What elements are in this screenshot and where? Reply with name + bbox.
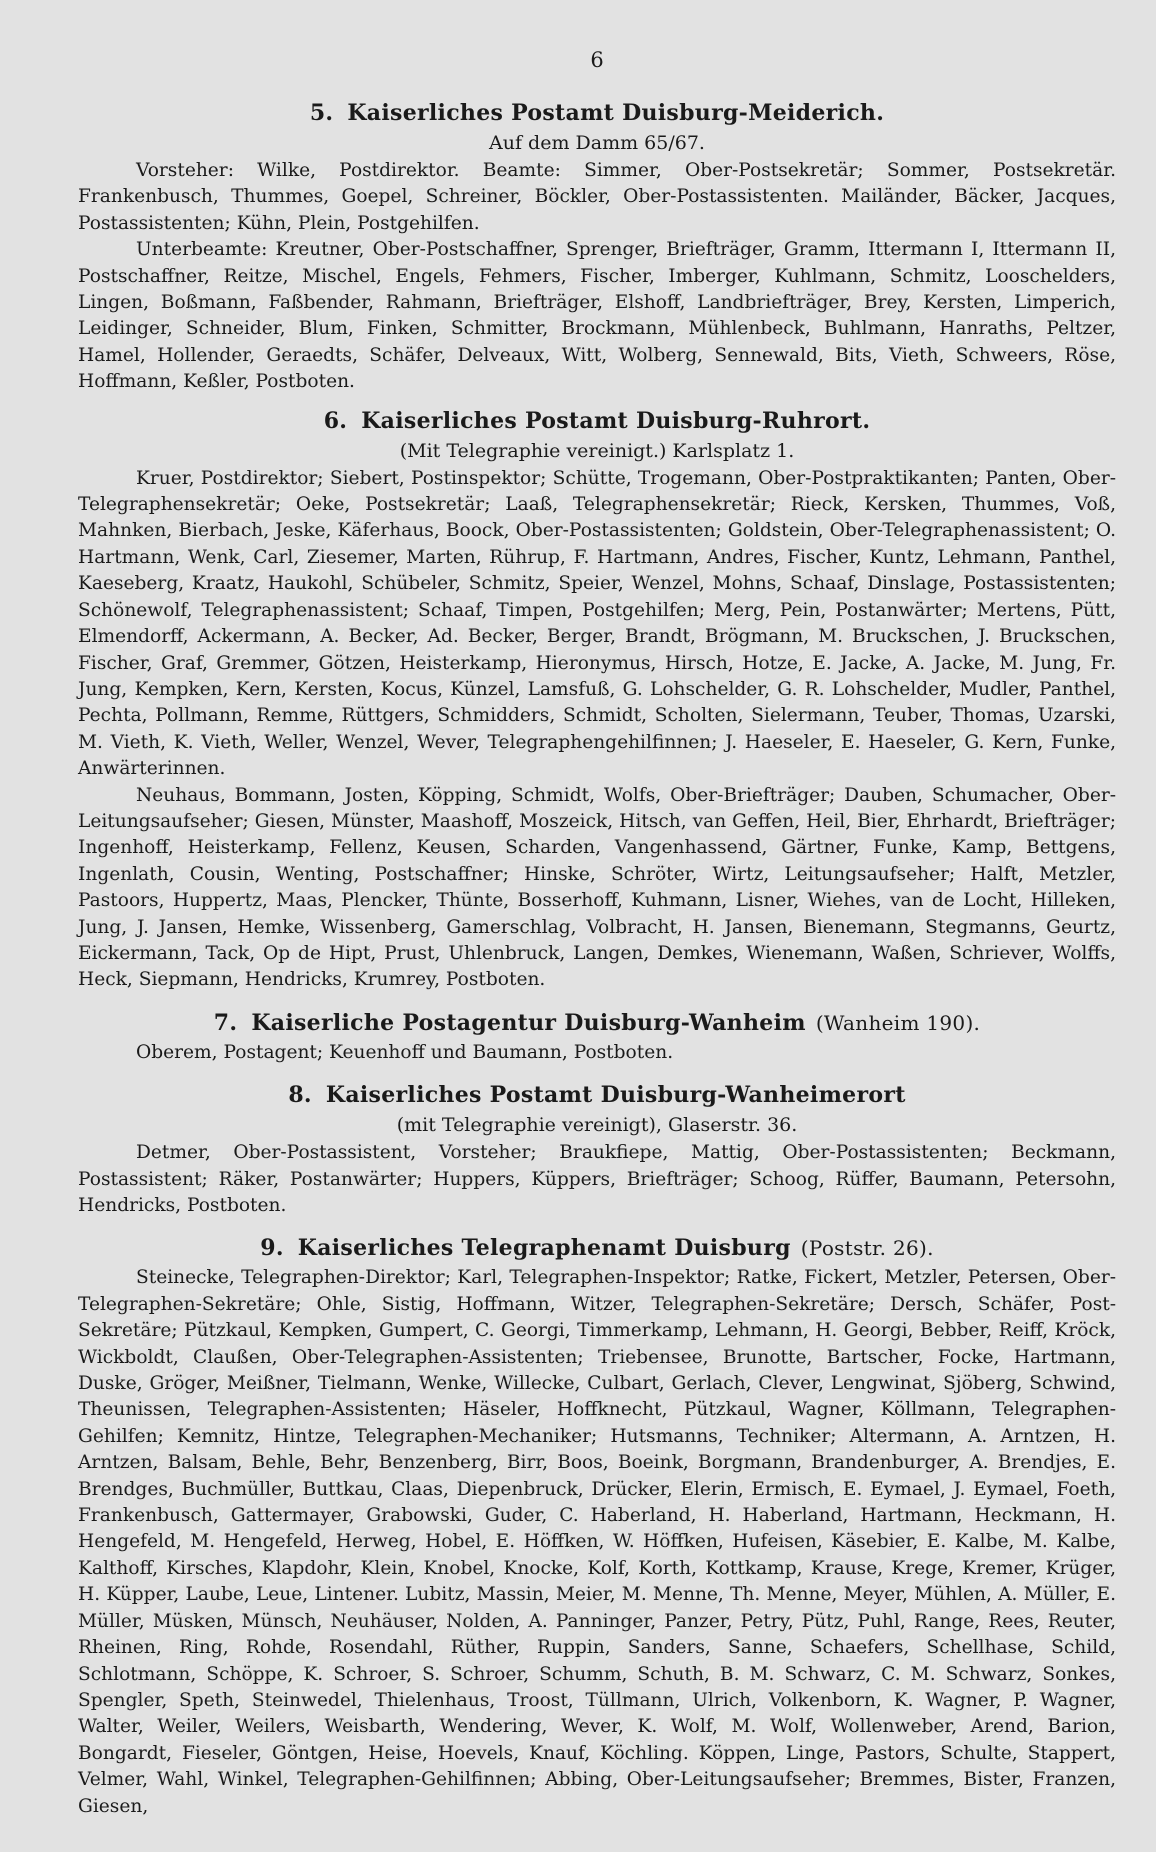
section-postamt-wanheimerort — [78, 1080, 1116, 1219]
page-number: 6 — [590, 48, 604, 72]
section-number: 9. — [260, 1235, 284, 1262]
staff-paragraph: Kruer, Postdirektor; Siebert, Postinspektor; Schütte, Trogemann, Ober-Postpraktikanten; Panten, Ober-Telegraphensekretär; Oeke, Postsekretär; Laaß, Telegraphensekretär; Rieck, Kersken, Thummes, Voß, Mahnken, Bierbach, Jeske, Käferhaus, Boock, Ober-Postassistenten; Goldstein, Ober-Telegraphenassistent; O. Hartmann, Wenk, Carl, Ziesemer, Marten, Rührup, F. Hartmann, Andres, Fischer, Kuntz, Lehmann, Panthel, Kaeseberg, Kraatz, Haukohl, Schübeler, Schmitz, Speier, Wenzel, Mohns, Schaaf, Dinslage, Postassistenten; Schönewolf, Telegraphenassistent; Schaaf, Timpen, Postgehilfen; Merg, Pein, Postanwärter; Mertens, Pütt, Elmendorff, Ackermann, A. Becker, Ad. Becker, Berger, Brandt, Brögmann, M. Bruckschen, J. Bruckschen, Fischer, Graf, Gremmer, Götzen, Heisterkamp, Hieronymus, Hirsch, Hotze, E. Jacke, A. Jacke, M. Jung, Fr. Jung, Kempken, Kern, Kersten, Kocus, Künzel, Lamsfuß, G. Lohschelder, G. R. Lohschelder, Mudler, Panthel, Pechta, Pollmann, Remme, Rüttgers, Schmidders, Schmidt, Scholten, Sielermann, Teuber, Thomas, Uzarski, M. Vieth, K. Vieth, Weller, Wenzel, Wever, Telegraphengehilfinnen; J. Haeseler, E. Haeseler, G. Kern, Funke, Anwärterinnen. — [78, 467, 1116, 780]
staff-paragraph: Vorsteher: Wilke, Postdirektor. Beamte: Simmer, Ober-Postsekretär; Sommer, Postsekretär. Frankenbusch, Thummes, Goepel, Schreiner, Böckler, Ober-Postassistenten. Mailänder, Bäcker, Jacques, Postassistenten; Kühn, Plein, Postgehilfen. — [78, 160, 1116, 234]
section-number: 8. — [288, 1082, 312, 1109]
section-postamt-meiderich — [78, 98, 1116, 396]
staff-paragraph: Neuhaus, Bommann, Josten, Köpping, Schmidt, Wolfs, Ober-Briefträger; Dauben, Schumacher, Ober-Leitungsaufseher; Giesen, Münster, Maashoff, Moszeick, Hitsch, van Geffen, Heil, Bier, Ehrhardt, Briefträger; Ingenhoff, Heisterkamp, Fellenz, Keusen, Scharden, Vangenhassend, Gärtner, Funke, Kamp, Bettgens, Ingenlath, Cousin, Wenting, Postschaffner; Hinske, Schröter, Wirtz, Leitungsaufseher; Halft, Metzler, Pastoors, Huppertz, Maas, Plencker, Thünte, Bosserhoff, Kuhmann, Lisner, Wiehes, van de Locht, Hilleken, Jung, J. Jansen, Hemke, Wissenberg, Gamerschlag, Volbracht, H. Jansen, Bienemann, Stegmanns, Geurtz, Eickermann, Tack, Op de Hipt, Prust, Uhlenbruck, Langen, Demkes, Wienemann, Waßen, Schriever, Wolffs, Heck, Siepmann, Hendricks, Krumrey, Postboten. — [78, 784, 1116, 991]
section-address: (Mit Telegraphie vereinigt.) Karlsplatz 1. — [399, 439, 795, 462]
section-number: 7. — [213, 1009, 238, 1036]
section-address: (Poststr. 26). — [800, 1236, 934, 1261]
section-postagentur-wanheim — [78, 1008, 1116, 1066]
section-title: Kaiserliches Postamt Duisburg-Wanheimerort — [325, 1082, 906, 1109]
section-heading — [78, 406, 1116, 436]
section-address: (Wanheim 190). — [815, 1010, 981, 1035]
section-address: (mit Telegraphie vereinigt), Glaserstr. 36. — [396, 1114, 798, 1137]
section-title: Kaiserliches Postamt Duisburg-Ruhrort. — [361, 407, 871, 434]
section-number: 6. — [323, 407, 348, 434]
section-postamt-ruhrort — [78, 406, 1116, 994]
section-telegraphenamt-duisburg — [78, 1233, 1116, 1820]
section-heading — [78, 1233, 1116, 1263]
section-number: 5. — [309, 100, 334, 126]
section-address: Auf dem Damm 65/67. — [489, 132, 705, 154]
section-title: Kaiserliche Postagentur Duisburg-Wanheim — [251, 1009, 806, 1036]
section-heading — [78, 98, 1116, 128]
staff-paragraph: Oberem, Postagent; Keuenhoff und Baumann, Postboten. — [136, 1041, 674, 1063]
staff-paragraph: Unterbeamte: Kreutner, Ober-Postschaffner, Sprenger, Briefträger, Gramm, Ittermann I, Ittermann II, Postschaffner, Reitze, Mischel, Engels, Fehmers, Fischer, Imberger, Kuhlmann, Schmitz, Looschelders, Lingen, Boßmann, Faßbender, Rahmann, Briefträger, Elshoff, Landbriefträger, Brey, Kersten, Limperich, Leidinger, Schneider, Blum, Finken, Schmitter, Brockmann, Mühlenbeck, Buhlmann, Hanraths, Peltzer, Hamel, Hollender, Geraedts, Schäfer, Delveaux, Witt, Wolberg, Sennewald, Bits, Vieth, Schweers, Röse, Hoffmann, Keßler, Postboten. — [78, 239, 1116, 393]
section-title: Kaiserliches Telegraphenamt Duisburg — [297, 1235, 791, 1262]
section-title: Kaiserliches Postamt Duisburg-Meiderich. — [347, 100, 885, 126]
section-heading — [78, 1008, 1116, 1038]
staff-paragraph: Steinecke, Telegraphen-Direktor; Karl, Telegraphen-Inspektor; Ratke, Fickert, Metzler, Petersen, Ober-Telegraphen-Sekretäre; Ohle, Sistig, Hoffmann, Witzer, Telegraphen-Sekretäre; Dersch, Schäfer, Post-Sekretäre; Pützkaul, Kempken, Gumpert, C. Georgi, Timmerkamp, Lehmann, H. Georgi, Bebber, Reiff, Kröck, Wickboldt, Claußen, Ober-Telegraphen-Assistenten; Triebensee, Brunotte, Bartscher, Focke, Hartmann, Duske, Gröger, Meißner, Tielmann, Wenke, Willecke, Culbart, Gerlach, Clever, Lengwinat, Sjöberg, Schwind, Theunissen, Telegraphen-Assistenten; Häseler, Hoffknecht, Pützkaul, Wagner, Köllmann, Telegraphen-Gehilfen; Kemnitz, Hintze, Telegraphen-Mechaniker; Hutsmanns, Techniker; Altermann, A. Arntzen, H. Arntzen, Balsam, Behle, Behr, Benzenberg, Birr, Boos, Boeink, Borgmann, Brandenburger, A. Brendjes, E. Brendges, Buchmüller, Buttkau, Claas, Diepenbruck, Drücker, Elerin, Ermisch, E. Eymael, J. Eymael, Foeth, Frankenbusch, Gattermayer, Grabowski, Guder, C. Haberland, H. Haberland, Hartmann, Heckmann, H. Hengefeld, M. Hengefeld, Herweg, Hobel, E. Höffken, W. Höffken, Hufeisen, Käsebier, E. Kalbe, M. Kalbe, Kalthoff, Kirsches, Klapdohr, Klein, Knobel, Knocke, Kolf, Korth, Kottkamp, Krause, Krege, Kremer, Krüger, H. Küpper, Laube, Leue, Lintener. Lubitz, Massin, Meier, M. Menne, Th. Menne, Meyer, Mühlen, A. Müller, E. Müller, Müsken, Münsch, Neuhäuser, Nolden, A. Panninger, Panzer, Petry, Pütz, Puhl, Range, Rees, Reuter, Rheinen, Ring, Rohde, Rosendahl, Rüther, Ruppin, Sanders, Sanne, Schaefers, Schellhase, Schild, Schlotmann, Schöppe, K. Schroer, S. Schroer, Schumm, Schuth, B. M. Schwarz, C. M. Schwarz, Sonkes, Spengler, Speth, Steinwedel, Thielenhaus, Troost, Tüllmann, Ulrich, Volkenborn, K. Wagner, P. Wagner, Walter, Weiler, Weilers, Weisbarth, Wendering, Wever, K. Wolf, M. Wolf, Wollenweber, Arend, Barion, Bongardt, Fieseler, Göntgen, Heise, Hoevels, Knauf, Köchling. Köppen, Linge, Pastors, Schulte, Stappert, Velmer, Wahl, Winkel, Telegraphen-Gehilfinnen; Abbing, Ober-Leitungsaufseher; Bremmes, Bister, Franzen, Giesen, — [78, 1267, 1116, 1817]
staff-paragraph: Detmer, Ober-Postassistent, Vorsteher; Braukfiepe, Mattig, Ober-Postassistenten; Beckmann, Postassistent; Räker, Postanwärter; Huppers, Küppers, Briefträger; Schoog, Rüffer, Baumann, Petersohn, Hendricks, Postboten. — [78, 1142, 1116, 1216]
section-heading — [78, 1080, 1116, 1110]
